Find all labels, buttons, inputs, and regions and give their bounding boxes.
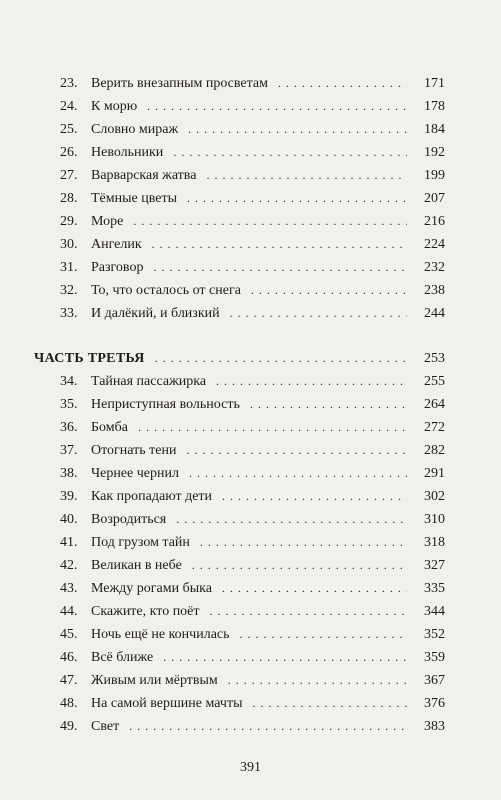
entry-number: 30. xyxy=(60,237,78,252)
toc-entry xyxy=(60,164,445,187)
entry-page: 178 xyxy=(424,99,445,114)
entry-number: 41. xyxy=(60,535,78,550)
page-number: 391 xyxy=(240,760,261,775)
toc-entry xyxy=(60,210,445,233)
toc-entry xyxy=(60,462,445,485)
dot-leader xyxy=(176,508,407,531)
dot-leader xyxy=(153,256,407,279)
entry-number: 48. xyxy=(60,696,78,711)
dot-leader xyxy=(192,554,407,577)
entry-number: 44. xyxy=(60,604,78,619)
toc-entry xyxy=(60,531,445,554)
toc-entry xyxy=(60,393,445,416)
toc-entry xyxy=(60,302,445,325)
entry-title: Чернее чернил xyxy=(91,466,179,481)
entry-number: 28. xyxy=(60,191,78,206)
toc-entry xyxy=(60,416,445,439)
toc-entry xyxy=(60,279,445,302)
entry-number: 23. xyxy=(60,76,78,91)
dot-leader xyxy=(278,72,407,95)
toc-entry xyxy=(60,577,445,600)
entry-number: 49. xyxy=(60,719,78,734)
entry-title: Тайная пассажирка xyxy=(91,374,207,389)
entry-page: 367 xyxy=(424,673,445,688)
entry-page: 171 xyxy=(424,76,445,91)
entry-number: 26. xyxy=(60,145,78,160)
entry-number: 45. xyxy=(60,627,78,642)
dot-leader xyxy=(230,302,407,325)
dot-leader xyxy=(189,462,407,485)
entry-title: Верить внезапным просветам xyxy=(91,76,269,91)
toc-entry xyxy=(60,95,445,118)
part-page: 253 xyxy=(424,351,445,366)
toc-entry xyxy=(60,72,445,95)
dot-leader xyxy=(173,141,407,164)
dot-leader xyxy=(200,531,407,554)
entry-number: 39. xyxy=(60,489,78,504)
toc-entry xyxy=(60,646,445,669)
entry-title: Великан в небе xyxy=(91,558,182,573)
entry-number: 38. xyxy=(60,466,78,481)
dot-leader xyxy=(250,393,407,416)
entry-page: 359 xyxy=(424,650,445,665)
dot-leader xyxy=(133,210,407,233)
entry-page: 207 xyxy=(424,191,445,206)
part-heading xyxy=(34,347,445,370)
entry-page: 244 xyxy=(424,306,445,321)
entry-title: Скажите, кто поёт xyxy=(91,604,200,619)
entry-title: К морю xyxy=(91,99,138,114)
entry-number: 31. xyxy=(60,260,78,275)
dot-leader xyxy=(228,669,407,692)
entry-title: Неприступная вольность xyxy=(91,397,240,412)
entry-page: 318 xyxy=(424,535,445,550)
dot-leader xyxy=(240,623,407,646)
entry-page: 376 xyxy=(424,696,445,711)
entry-number: 29. xyxy=(60,214,78,229)
toc-entry xyxy=(60,600,445,623)
dot-leader xyxy=(187,187,407,210)
entry-page: 255 xyxy=(424,374,445,389)
entry-number: 24. xyxy=(60,99,78,114)
entry-page: 383 xyxy=(424,719,445,734)
entry-title: На самой вершине мачты xyxy=(91,696,243,711)
entry-title: Бомба xyxy=(91,420,128,435)
entry-title: Море xyxy=(91,214,124,229)
toc-entry xyxy=(60,554,445,577)
dot-leader xyxy=(210,600,407,623)
entry-page: 192 xyxy=(424,145,445,160)
entry-page: 224 xyxy=(424,237,445,252)
entry-page: 335 xyxy=(424,581,445,596)
entry-number: 37. xyxy=(60,443,78,458)
entry-number: 42. xyxy=(60,558,78,573)
entry-number: 33. xyxy=(60,306,78,321)
dot-leader xyxy=(206,164,407,187)
entry-number: 46. xyxy=(60,650,78,665)
entry-title: Варварская жатва xyxy=(91,168,197,183)
entry-number: 40. xyxy=(60,512,78,527)
entry-title: Невольники xyxy=(91,145,164,160)
entry-number: 43. xyxy=(60,581,78,596)
toc-entry xyxy=(60,669,445,692)
entry-page: 216 xyxy=(424,214,445,229)
dot-leader xyxy=(252,692,407,715)
entry-title: Ночь ещё не кончилась xyxy=(91,627,230,642)
toc-entry xyxy=(60,256,445,279)
dot-leader xyxy=(138,416,407,439)
toc-entry xyxy=(60,623,445,646)
entry-page: 199 xyxy=(424,168,445,183)
entry-page: 232 xyxy=(424,260,445,275)
entry-page: 327 xyxy=(424,558,445,573)
entry-page: 238 xyxy=(424,283,445,298)
toc-entry xyxy=(60,508,445,531)
toc-entry xyxy=(60,118,445,141)
part-title: ЧАСТЬ ТРЕТЬЯ xyxy=(34,351,145,366)
entry-number: 27. xyxy=(60,168,78,183)
entry-page: 282 xyxy=(424,443,445,458)
entry-number: 34. xyxy=(60,374,78,389)
entry-title: Возродиться xyxy=(91,512,167,527)
dot-leader xyxy=(186,439,407,462)
entry-page: 310 xyxy=(424,512,445,527)
entry-number: 32. xyxy=(60,283,78,298)
dot-leader xyxy=(152,233,407,256)
entry-title: Под грузом тайн xyxy=(91,535,190,550)
toc-entry xyxy=(60,233,445,256)
toc-entry xyxy=(60,715,445,738)
toc-entry xyxy=(60,439,445,462)
dot-leader xyxy=(188,118,407,141)
entry-page: 272 xyxy=(424,420,445,435)
entry-title: Разговор xyxy=(91,260,144,275)
toc-entry xyxy=(60,187,445,210)
entry-title: Отогнать тени xyxy=(91,443,177,458)
dot-leader xyxy=(222,485,407,508)
toc-entry xyxy=(60,370,445,393)
entry-title: Между рогами быка xyxy=(91,581,212,596)
entry-title: Как пропадают дети xyxy=(91,489,213,504)
entry-page: 352 xyxy=(424,627,445,642)
entry-number: 47. xyxy=(60,673,78,688)
toc-entry xyxy=(60,485,445,508)
dot-leader xyxy=(129,715,407,738)
entry-title: Свет xyxy=(91,719,120,734)
dot-leader xyxy=(155,347,407,370)
dot-leader xyxy=(251,279,407,302)
entry-title: Живым или мёртвым xyxy=(91,673,218,688)
entry-number: 35. xyxy=(60,397,78,412)
dot-leader xyxy=(216,370,407,393)
entry-title: Словно мираж xyxy=(91,122,179,137)
dot-leader xyxy=(163,646,407,669)
entry-title: Всё ближе xyxy=(91,650,154,665)
entry-number: 25. xyxy=(60,122,78,137)
toc-entry xyxy=(60,692,445,715)
entry-page: 291 xyxy=(424,466,445,481)
entry-title: Тёмные цветы xyxy=(91,191,177,206)
entry-number: 36. xyxy=(60,420,78,435)
toc-entry xyxy=(60,141,445,164)
entry-title: Ангелик xyxy=(91,237,142,252)
entry-page: 344 xyxy=(424,604,445,619)
entry-title: И далёкий, и близкий xyxy=(91,306,220,321)
entry-title: То, что осталось от снега xyxy=(91,283,241,298)
entry-page: 302 xyxy=(424,489,445,504)
entry-page: 184 xyxy=(424,122,445,137)
dot-leader xyxy=(222,577,407,600)
entry-page: 264 xyxy=(424,397,445,412)
dot-leader xyxy=(147,95,407,118)
